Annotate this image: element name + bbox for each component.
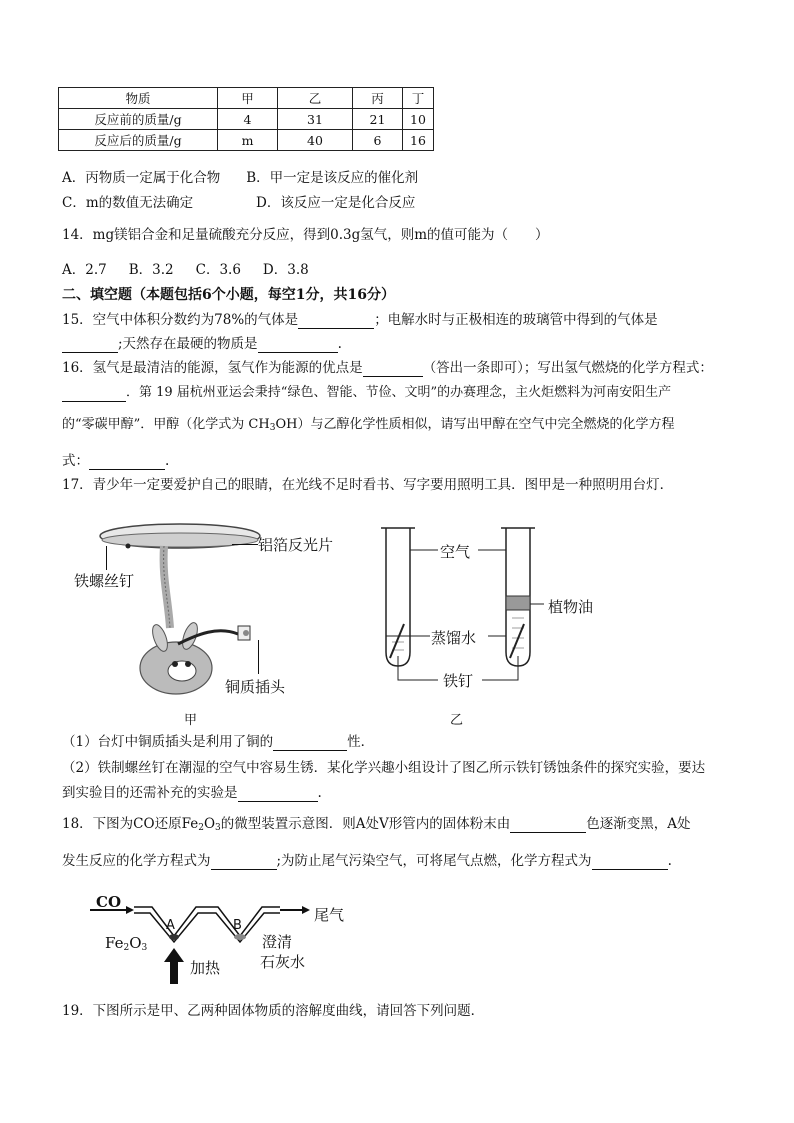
q18-text: 发生反应的化学方程式为 (62, 853, 211, 869)
answer-blank[interactable] (89, 469, 165, 470)
q16-text: . (165, 453, 170, 469)
mass-table (58, 87, 434, 151)
q16-text: 16．氢气是最清洁的能源，氢气作为能源的优点是 (62, 360, 363, 376)
label-iron-nail: 铁钉 (443, 672, 474, 690)
answer-blank[interactable] (273, 750, 347, 751)
q13-options-row2 (62, 194, 415, 212)
q16-text: （答出一条即可）；写出氢气燃烧的化学方程式： (422, 360, 713, 376)
q16-text: 式： (62, 453, 89, 469)
q17-sub2-line2 (62, 784, 322, 802)
q18-text: . (667, 853, 672, 869)
label-a: A (166, 918, 175, 933)
q17-sub2-line1: （2）铁制螺丝钉在潮湿的空气中容易生锈．某化学兴趣小组设计了图乙所示铁钉锈蚀条件的探究实验，要达 (62, 760, 706, 776)
answer-blank[interactable] (298, 328, 374, 329)
q18-text: O (203, 816, 216, 832)
answer-blank[interactable] (363, 376, 423, 377)
q14-option: A．2.7 (62, 262, 107, 278)
q13-option-d: D．该反应一定是化合反应 (256, 195, 416, 211)
table-header-cell: 乙 (278, 88, 353, 109)
q16-line3: 的“零碳甲醇”．甲醇（化学式为 $CH_3OH$）与乙醇化学性质相似，请写出甲醇在空气中完全燃烧的化学方程 (62, 417, 675, 433)
q18-text: 18．下图为CO还原Fe (62, 816, 199, 832)
label-b: B (233, 918, 242, 933)
label-fe2o3: $Fe_2O_3$ (105, 934, 148, 953)
q18-text: 色逐渐变黑，A处 (586, 816, 691, 832)
label-air: 空气 (440, 543, 471, 561)
q15-line1 (62, 311, 658, 329)
table-cell: 16 (403, 130, 434, 151)
q19-stem: 19．下图所示是甲、乙两种固体物质的溶解度曲线，请回答下列问题． (62, 1003, 485, 1019)
q17-text: 到实验目的还需补充的实验是 (62, 785, 238, 801)
label-exhaust: 尾气 (314, 906, 345, 924)
figure-caption-yi: 乙 (450, 713, 464, 728)
table-header-cell: 丁 (403, 88, 434, 109)
table-cell: 40 (278, 130, 353, 151)
table-cell: 反应后的质量/g (59, 130, 218, 151)
table-row (59, 130, 434, 151)
answer-blank[interactable] (211, 869, 277, 870)
q18-line1: 18．下图为CO还原$Fe_2O_3$的微型装置示意图．则A处V形管内的固体粉末由 色逐渐变黑，A处 (62, 816, 691, 833)
figure-caption-jia: 甲 (184, 713, 198, 728)
q14-stem: 14．mg镁铝合金和足量硫酸充分反应，得到0.3g氢气，则m的值可能为（ ） (62, 227, 549, 243)
label-limewater-1: 澄清 (262, 933, 293, 951)
q16-text: 的“零碳甲醇”．甲醇（化学式为 CH (62, 417, 270, 432)
table-cell: 21 (353, 109, 403, 130)
answer-blank[interactable] (592, 869, 668, 870)
table-header-cell: 物质 (59, 88, 218, 109)
answer-blank[interactable] (510, 832, 586, 833)
q14-option: D．3.8 (262, 262, 309, 278)
label-aluminum-foil: 铝箔反光片 (258, 536, 334, 554)
label-copper-plug: 铜质插头 (225, 678, 286, 696)
q16-text: ．第 19 届杭州亚运会秉持“绿色、智能、节俭、文明”的办赛理念，主火炬燃料为河南安阳生产 (126, 385, 672, 400)
fe-text: Fe (105, 934, 124, 952)
label-limewater-2: 石灰水 (260, 953, 306, 971)
q15-line2 (62, 335, 342, 353)
label-heat: 加热 (190, 959, 221, 977)
q18-text: 的微型装置示意图．则A处V形管内的固体粉末由 (220, 816, 511, 832)
q15-text: . (337, 336, 342, 352)
q15-text: ;天然存在最硬的物质是 (118, 336, 258, 352)
table-cell: 6 (353, 130, 403, 151)
q14-option: B．3.2 (128, 262, 174, 278)
table-header-cell: 甲 (218, 88, 278, 109)
answer-blank[interactable] (238, 801, 318, 802)
q13-options-row1 (62, 169, 418, 187)
q15-text: ；电解水时与正极相连的玻璃管中得到的气体是 (374, 312, 658, 328)
leader-line (258, 640, 259, 674)
leader-line (232, 544, 258, 545)
q17-sub1 (62, 733, 374, 751)
q16-line4 (62, 452, 169, 470)
q14-options (62, 261, 309, 279)
label-co: CO (96, 893, 122, 911)
q14-option: C．3.6 (195, 262, 241, 278)
q18-text: ;为防止尾气污染空气，可将尾气点燃，化学方程式为 (276, 853, 592, 869)
leader-line (106, 546, 107, 570)
label-iron-screw: 铁螺丝钉 (74, 572, 135, 590)
q13-option-c: C．m的数值无法确定 (62, 195, 194, 211)
q13-option-b: B．甲一定是该反应的催化剂 (246, 170, 419, 186)
q16-line2 (62, 384, 671, 402)
section-title: 二、填空题（本题包括6个小题，每空1分，共16分） (62, 287, 395, 303)
label-distilled-water: 蒸馏水 (431, 629, 477, 647)
table-cell: m (218, 130, 278, 151)
table-row (59, 109, 434, 130)
table-cell: 10 (403, 109, 434, 130)
table-header-cell: 丙 (353, 88, 403, 109)
table-cell: 31 (278, 109, 353, 130)
table-header-row (59, 88, 434, 109)
label-vegetable-oil: 植物油 (548, 598, 594, 616)
q16-text: OH）与乙醇化学性质相似，请写出甲醇在空气中完全燃烧的化学方程 (275, 417, 675, 432)
q16-line1 (62, 359, 713, 377)
q17-stem: 17．青少年一定要爱护自己的眼睛，在光线不足时看书、写字要用照明工具．图甲是一种照明用台灯． (62, 477, 674, 493)
q15-text: 15．空气中体积分数约为78%的气体是 (62, 312, 299, 328)
table-cell: 4 (218, 109, 278, 130)
q17-text: （1）台灯中铜质插头是利用了铜的 (62, 734, 274, 750)
answer-blank[interactable] (62, 352, 118, 353)
answer-blank[interactable] (258, 352, 338, 353)
q18-line2 (62, 852, 672, 870)
o-text: O (129, 934, 142, 952)
q17-text: . (317, 785, 322, 801)
table-cell: 反应前的质量/g (59, 109, 218, 130)
q17-text: 性． (347, 734, 375, 750)
answer-blank[interactable] (62, 401, 126, 402)
q13-option-a: A．丙物质一定属于化合物 (62, 170, 221, 186)
